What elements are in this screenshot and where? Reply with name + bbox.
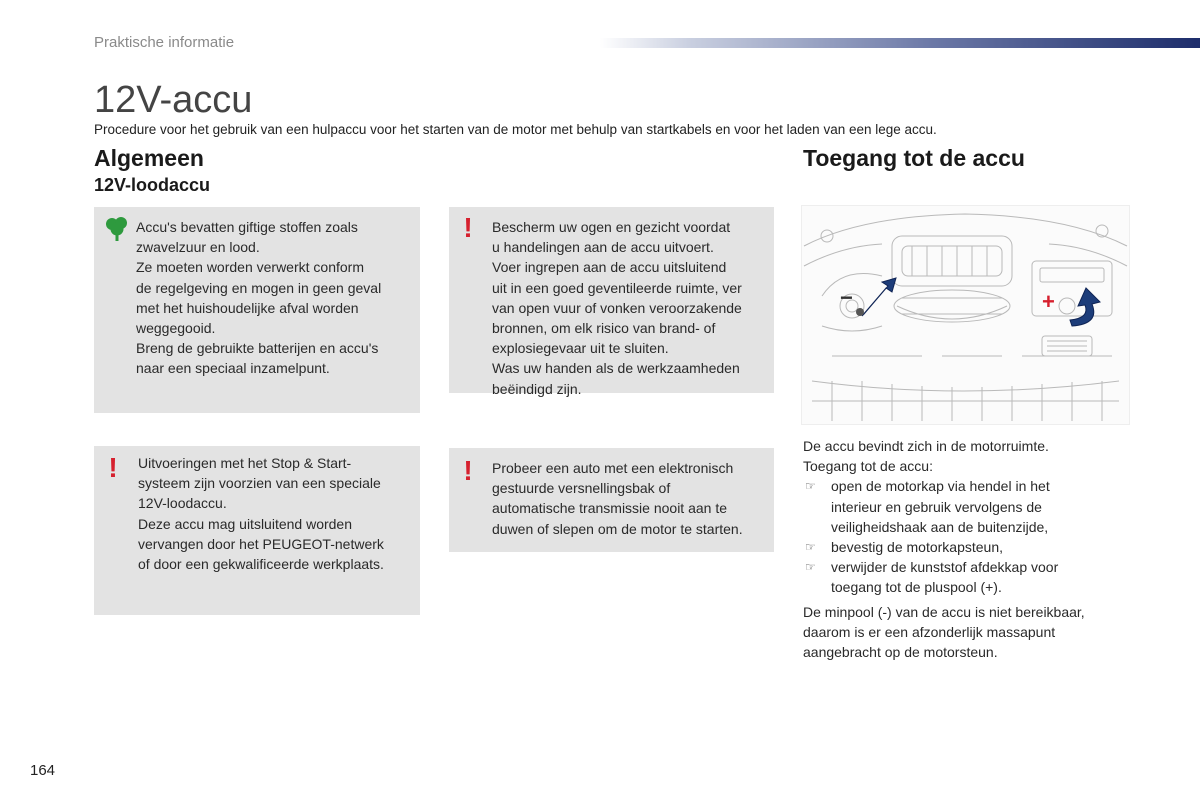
list-item: [803, 557, 1133, 597]
text-line: Uitvoeringen met het Stop & Start-: [138, 455, 352, 471]
text-line: Voer ingrepen aan de accu uitsluitend: [492, 259, 727, 276]
text-line: bevestig de motorkapsteun,: [831, 539, 1003, 556]
access-intro-line: Toegang tot de accu:: [803, 458, 933, 475]
warning-exclamation-icon: !: [463, 455, 473, 486]
page-number: 164: [30, 762, 56, 779]
text-line: beëindigd zijn.: [492, 380, 582, 397]
stopstart-warning-box: [94, 446, 420, 615]
text-line: veiligheidshaak aan de buitenzijde,: [831, 518, 1049, 535]
access-note: [803, 602, 1133, 663]
intro-text: Procedure voor het gebruik van een hulpaccu voor het starten van de motor met behulp van startkabels en voor het laden van een lege accu.: [94, 122, 937, 137]
heading-loodaccu: 12V-loodaccu: [94, 175, 211, 195]
engine-bay-illustration: [801, 205, 1130, 425]
text-line: zwavelzuur en lood.: [136, 239, 260, 256]
text-line: systeem zijn voorzien van een speciale: [138, 475, 381, 492]
list-item: [803, 537, 1133, 557]
text-line: gestuurde versnellingsbak of: [492, 480, 671, 497]
text-line: naar een speciaal inzamelpunt.: [136, 360, 330, 377]
pointing-hand-bullet-icon: ☞: [805, 540, 816, 555]
access-intro-line: De accu bevindt zich in de motorruimte.: [803, 438, 1049, 454]
text-line: Was uw handen als de werkzaamheden: [492, 360, 740, 377]
access-instructions: [803, 436, 1133, 662]
text-line: de regelgeving en mogen in geen geval: [136, 279, 382, 296]
text-line: Accu's bevatten giftige stoffen zoals: [136, 219, 358, 235]
header-gradient-bar: [600, 38, 1200, 48]
text-line: of door een gekwalificeerde werkplaats.: [138, 556, 384, 573]
environment-leaf-icon: [102, 215, 132, 248]
protection-warning-box: [449, 207, 774, 397]
page-title: 12V-accu: [94, 79, 253, 121]
text-line: Breng de gebruikte batterijen en accu's: [136, 340, 379, 357]
plus-label: +: [1042, 289, 1055, 314]
text-line: verwijder de kunststof afdekkap voor: [831, 559, 1059, 576]
text-line: uit in een goed geventileerde ruimte, ver: [492, 279, 742, 296]
text-line: open de motorkap via hendel in het: [831, 478, 1050, 495]
text-line: Ze moeten worden verwerkt conform: [136, 259, 364, 276]
text-line: met het huishoudelijke afval worden: [136, 299, 359, 316]
pointing-hand-bullet-icon: ☞: [805, 479, 816, 494]
environment-notice-box: [94, 207, 420, 413]
text-line: De minpool (-) van de accu is niet bereikbaar,: [803, 603, 1085, 620]
text-line: Probeer een auto met een elektronisch: [492, 460, 734, 476]
list-item: [803, 476, 1133, 537]
text-line: u handelingen aan de accu uitvoert.: [492, 239, 714, 256]
heading-toegang: Toegang tot de accu: [803, 145, 1025, 171]
text-line: van open vuur of vonken veroorzakende: [492, 299, 742, 316]
text-line: interieur en gebruik vervolgens de: [831, 498, 1042, 515]
minus-label: −: [840, 285, 853, 310]
text-line: vervangen door het PEUGEOT-netwerk: [138, 535, 384, 552]
environment-notice-text: [136, 217, 412, 379]
gearbox-warning-box: [449, 448, 774, 552]
text-line: Deze accu mag uitsluitend worden: [138, 515, 353, 532]
pointing-hand-bullet-icon: ☞: [805, 560, 816, 575]
text-line: bronnen, om elk risico van brand- of: [492, 320, 716, 337]
text-line: 12V-loodaccu.: [138, 495, 227, 512]
text-line: explosiegevaar uit te sluiten.: [492, 340, 669, 357]
warning-exclamation-icon: !: [108, 452, 118, 483]
minus-pointer-arrow: [862, 278, 896, 316]
heading-algemeen: Algemeen: [94, 145, 204, 171]
section-header: Praktische informatie: [94, 34, 235, 51]
text-line: Bescherm uw ogen en gezicht voordat: [492, 219, 731, 235]
text-line: aangebracht op de motorsteun.: [803, 644, 998, 661]
access-steps-list: [803, 476, 1133, 597]
warning-exclamation-icon: !: [463, 212, 473, 243]
text-line: daarom is er een afzonderlijk massapunt: [803, 623, 1056, 640]
protection-warning-text: [492, 217, 766, 399]
gearbox-warning-text: [492, 458, 766, 539]
text-line: duwen of slepen om de motor te starten.: [492, 520, 743, 537]
text-line: automatische transmissie nooit aan te: [492, 500, 728, 517]
text-line: toegang tot de pluspool (+).: [831, 579, 1002, 596]
stopstart-warning-text: [138, 453, 412, 574]
text-line: weggegooid.: [136, 320, 216, 337]
